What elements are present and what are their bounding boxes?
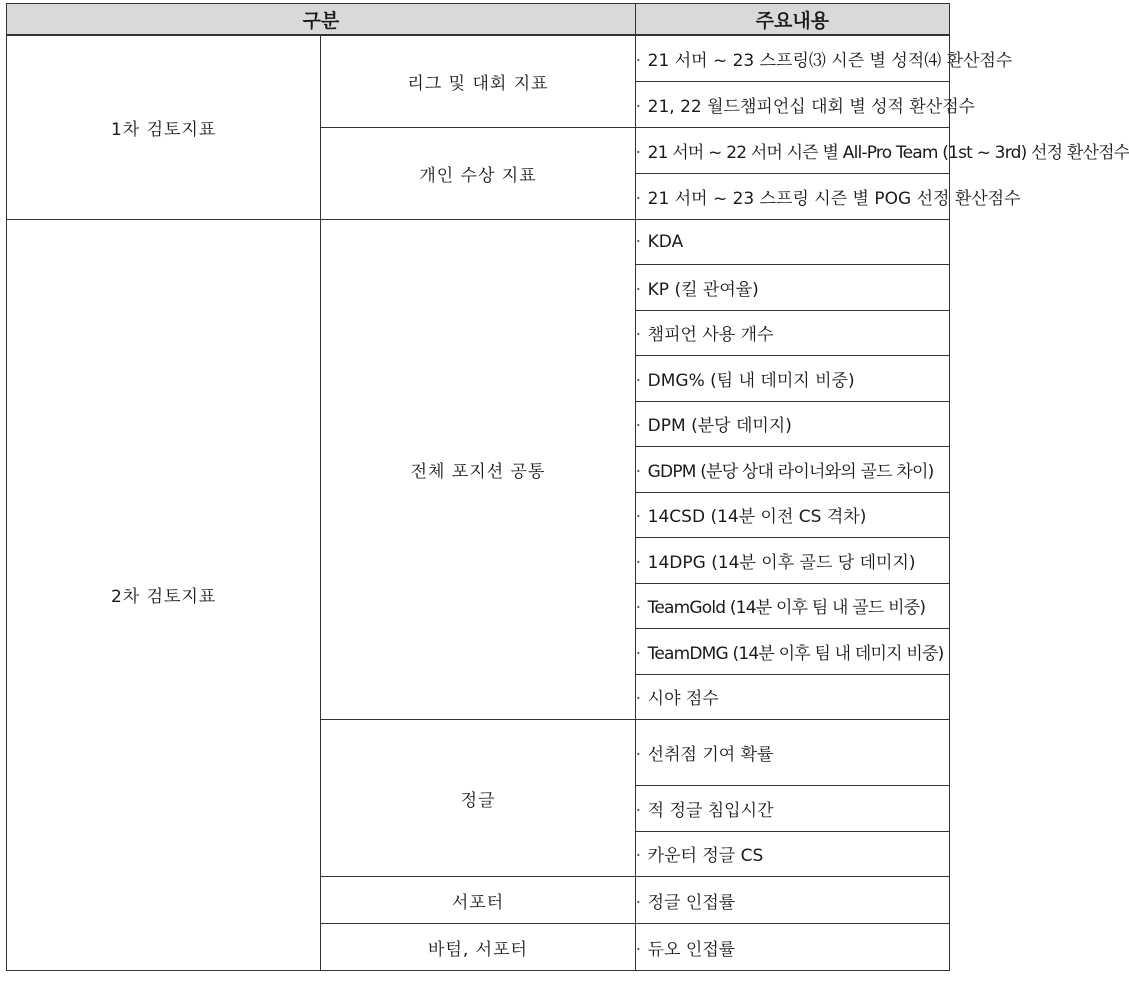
list-item [635,127,1129,173]
list-item [635,81,976,127]
bullet-mark: · [635,188,642,209]
list-item [635,310,949,356]
item-text: TeamGold (14분 이후 팀 내 골드 비중) [647,598,926,619]
list-item [635,265,949,311]
item-text: 정글 인접률 [647,892,736,913]
bullet-mark: · [635,507,642,528]
bullet-mark: · [635,552,642,573]
item-text: 21 서머 ~ 23 스프링 시즌 별 POG 선정 환산점수 [647,188,1021,209]
header-row [7,4,950,36]
header-category: 구분 [7,4,636,36]
item-text: 시야 점수 [647,689,719,710]
item-text: 14DPG (14분 이후 골드 당 데미지) [647,552,916,573]
bullet-mark: · [635,96,642,117]
bullet-mark: · [635,745,642,765]
item-text: DPM (분당 데미지) [647,416,792,437]
item-text: GDPM (분당 상대 라이너와의 골드 차이) [647,461,934,482]
bullet-mark: · [635,416,642,437]
level1-category: 1차 검토지표 [7,35,321,219]
bullet-mark: · [635,461,642,482]
item-text: 21 서머 ~ 23 스프링⑶ 시즌 별 성적⑷ 환산점수 [647,50,1013,71]
item-text: 14CSD (14분 이전 CS 격차) [647,507,867,528]
bullet-mark: · [635,598,642,619]
table-row [7,219,950,265]
item-text: 선취점 기여 확률 [647,745,774,765]
item-text: TeamDMG (14분 이후 팀 내 데미지 비중) [647,643,944,664]
list-item [635,786,949,832]
list-item [635,877,949,924]
list-item [635,538,949,584]
list-item [635,401,949,447]
item-text: 카운터 정글 CS [647,846,764,867]
bullet-mark: · [635,939,642,960]
bullet-mark: · [635,231,642,252]
list-item [635,831,949,877]
subcategory: 전체 포지션 공통 [321,219,635,720]
level1-category: 2차 검토지표 [7,219,321,971]
bullet-mark: · [635,892,642,913]
bullet-mark: · [635,370,642,391]
bullet-mark: · [635,846,642,867]
bullet-mark: · [635,689,642,710]
item-text: DMG% (팀 내 데미지 비중) [647,370,855,391]
header-content: 주요내용 [635,4,949,36]
list-item [635,447,949,493]
list-item [635,674,949,720]
item-text: 적 정글 침입시간 [647,800,774,821]
subcategory: 서포터 [321,877,635,924]
bullet-mark: · [635,800,642,821]
list-item [635,720,949,786]
list-item [635,629,949,675]
bullet-mark: · [635,643,642,664]
bullet-mark: · [635,142,642,163]
list-item [635,35,1013,81]
list-item [635,583,949,629]
table-row [7,35,950,81]
subcategory: 바텀, 서포터 [321,924,635,971]
list-item [635,173,1021,219]
evaluation-criteria-table [6,3,1129,971]
item-text: KDA [647,231,684,252]
list-item [635,924,949,971]
item-text: 챔피언 사용 개수 [647,325,774,346]
list-item [635,219,949,265]
item-text: 듀오 인접률 [647,939,736,960]
subcategory: 정글 [321,720,635,877]
subcategory: 개인 수상 지표 [321,127,635,219]
bullet-mark: · [635,50,642,71]
item-text: 21 서머 ~ 22 서머 시즌 별 All-Pro Team (1st ~ 3rd) 선정 환산점수 [647,142,1129,163]
item-text: 21, 22 월드챔피언십 대회 별 성적 환산점수 [647,96,976,117]
item-text: KP (킬 관여율) [647,279,759,300]
bullet-mark: · [635,279,642,300]
subcategory: 리그 및 대회 지표 [321,35,635,127]
list-item [635,356,949,402]
bullet-mark: · [635,325,642,346]
list-item [635,492,949,538]
